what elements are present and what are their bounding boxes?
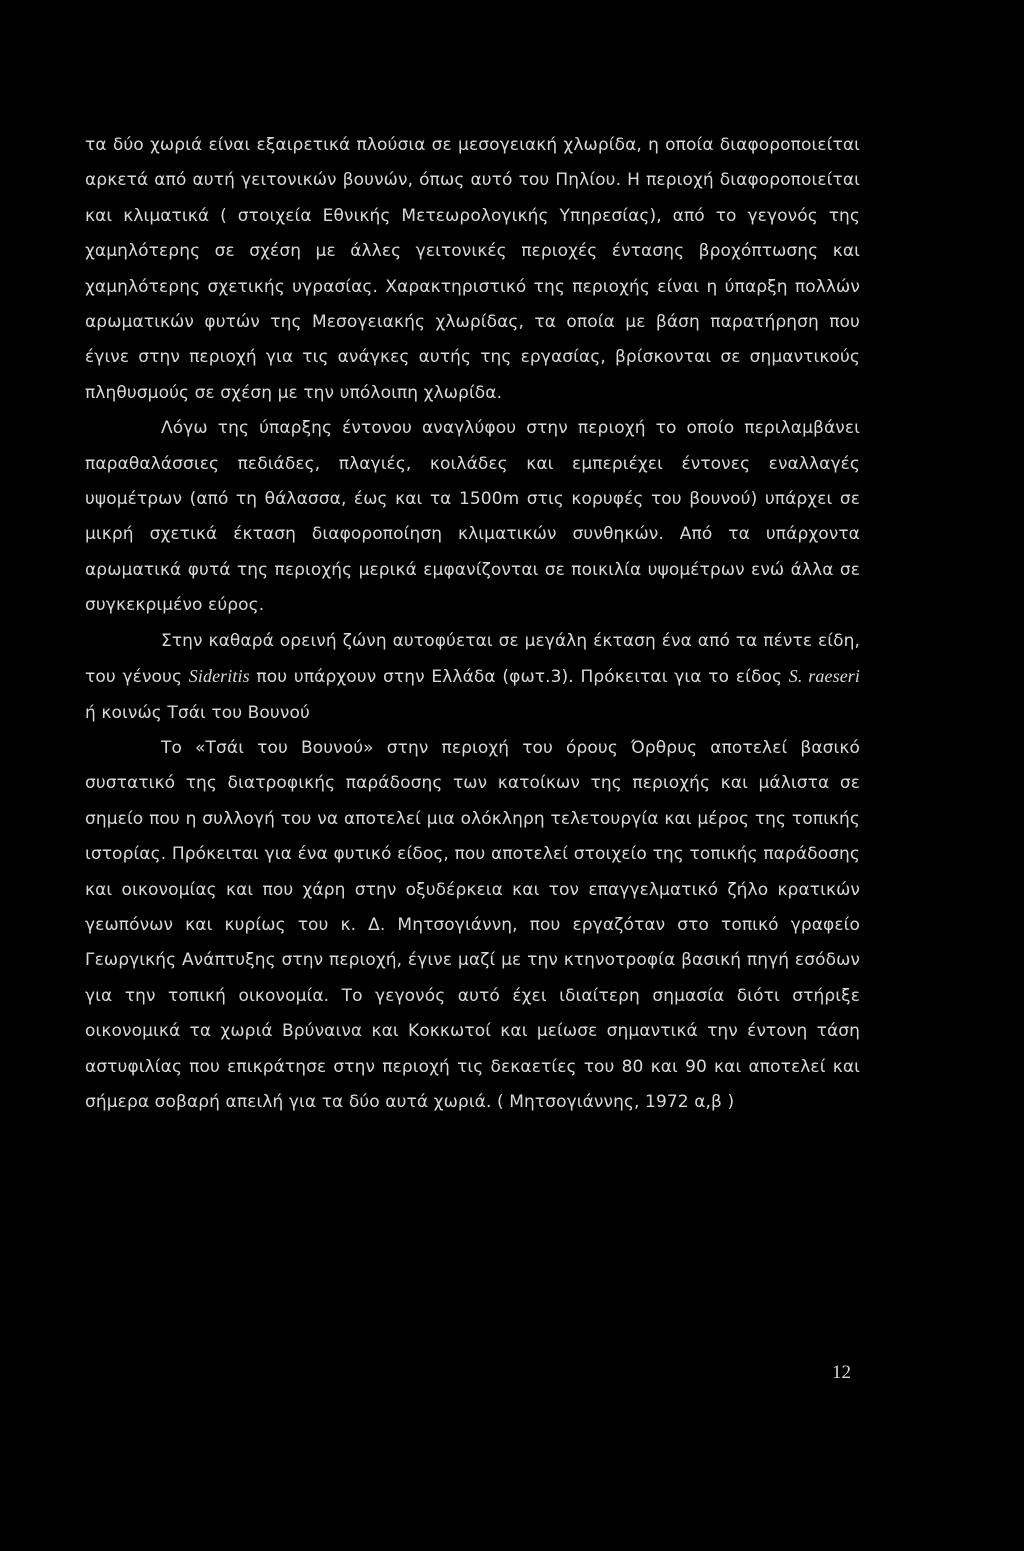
body-text xyxy=(85,128,860,1120)
paragraph-3 xyxy=(85,624,860,731)
paragraph-3-part-1: Στην καθαρά ορεινή ζώνη αυτοφύεται σε μεγάλη έκταση ένα από τα πέντε είδη, του γένους xyxy=(85,630,860,688)
genus-name: Sideritis xyxy=(188,666,250,687)
paragraph-2: Λόγω της ύπαρξης έντονου αναγλύφου στην περιοχή το οποίο περιλαμβάνει παραθαλάσσιες πεδιάδες, πλαγιές, κοιλάδες και εμπεριέχει έντονες εναλλαγές υψομέτρων (από τη θάλασσα, έως και τα 1500m στις κορυφές του βουνού) υπάρχει σε μικρή σχετικά έκταση διαφοροποίηση κλιματικών συνθηκών. Από τα υπάρχοντα αρωματικά φυτά της περιοχής μερικά εμφανίζονται σε ποικιλία υψομέτρων ενώ άλλα σε συγκεκριμένο εύρος. xyxy=(85,418,860,616)
paragraph-1: τα δύο χωριά είναι εξαιρετικά πλούσια σε μεσογειακή χλωρίδα, η οποία διαφοροποιείται αρκετά από αυτή γειτονικών βουνών, όπως αυτό του Πηλίου. Η περιοχή διαφοροποιείται και κλιματικά ( στοιχεία Εθνικής Μετεωρολογικής Υπηρεσίας), από το γεγονός της χαμηλότερης σε σχέση με άλλες γειτονικές περιοχές έντασης βροχόπτωσης και χαμηλότερης σχετικής υγρασίας. Χαρακτηριστικό της περιοχής είναι η ύπαρξη πολλών αρωματικών φυτών της Μεσογειακής χλωρίδας, τα οποία με βάση παρατήρηση που έγινε στην περιοχή για τις ανάγκες αυτής της εργασίας, βρίσκονται σε σημαντικούς πληθυσμούς σε σχέση με την υπόλοιπη χλωρίδα. xyxy=(85,135,860,403)
paragraph-3-part-2: που υπάρχουν στην Ελλάδα (φωτ.3). Πρόκειται για το είδος xyxy=(249,667,789,688)
species-name: S. raeseri xyxy=(788,666,861,687)
paragraph-3-part-3: ή κοινώς Τσάι του Βουνού xyxy=(85,702,310,723)
page-number: 12 xyxy=(832,1362,851,1383)
paragraph-4: Το «Τσάι του Βουνού» στην περιοχή του όρους Όρθρυς αποτελεί βασικό συστατικό της διατροφικής παράδοσης των κατοίκων της περιοχής και μάλιστα σε σημείο που η συλλογή του να αποτελεί μια ολόκληρη τελετουργία και μέρος της τοπικής ιστορίας. Πρόκειται για ένα φυτικό είδος, που αποτελεί στοιχείο της τοπικής παράδοσης και οικονομίας και που χάρη στην οξυδέρκεια και τον επαγγελματικό ζήλο κρατικών γεωπόνων και κυρίως του κ. Δ. Μητσογιάννη, που εργαζόταν στο τοπικό γραφείο Γεωργικής Ανάπτυξης στην περιοχή, έγινε μαζί με την κτηνοτροφία βασική πηγή εσόδων για την τοπική οικονομία. Το γεγονός αυτό έχει ιδιαίτερη σημασία διότι στήριξε οικονομικά τα χωριά Βρύναινα και Κοκκωτοί και μείωσε σημαντικά την έντονη τάση αστυφιλίας που επικράτησε στην περιοχή τις δεκαετίες του 80 και 90 και αποτελεί και σήμερα σοβαρή απειλή για τα δύο αυτά χωριά. ( Μητσογιάννης, 1972 α,β ) xyxy=(85,737,860,1112)
